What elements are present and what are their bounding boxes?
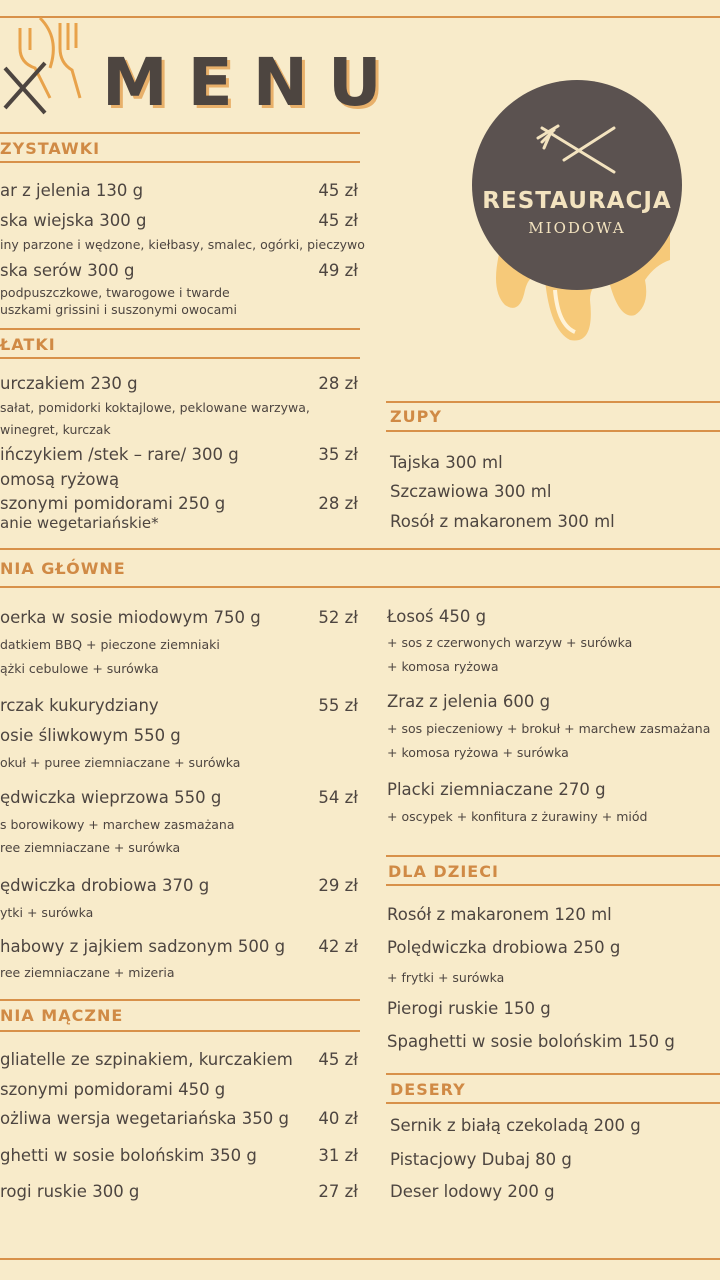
divider: [386, 430, 720, 432]
menu-item-desc: iny parzone i wędzone, kiełbasy, smalec, ogórki, pieczywo: [0, 237, 365, 252]
menu-item-price: 29 zł: [318, 876, 358, 895]
menu-item: Deser lodowy 200 g: [390, 1182, 555, 1201]
menu-item-desc: ree ziemniaczane + mizeria: [0, 965, 175, 980]
menu-item-desc: ree ziemniaczane + surówka: [0, 840, 181, 855]
menu-item-desc: anie wegetariańskie*: [0, 514, 159, 532]
section-title-zupy: ZUPY: [390, 407, 442, 426]
menu-item: ędwiczka wieprzowa 550 g: [0, 788, 222, 807]
menu-item: Tajska 300 ml: [390, 453, 503, 472]
menu-item-price: 45 zł: [318, 211, 358, 230]
menu-item: szonymi pomidorami 450 g: [0, 1080, 226, 1099]
menu-item-desc: ytki + surówka: [0, 905, 94, 920]
menu-item-price: 45 zł: [318, 181, 358, 200]
menu-item: ar z jelenia 130 g: [0, 181, 144, 200]
menu-item: Zraz z jelenia 600 g: [387, 692, 551, 711]
menu-item-desc: s borowikowy + marchew zasmażana: [0, 817, 235, 832]
menu-item: ędwiczka drobiowa 370 g: [0, 876, 210, 895]
menu-item-desc: + komosa ryżowa + surówka: [387, 745, 569, 760]
menu-item: Rosół z makaronem 120 ml: [387, 905, 612, 924]
menu-item-price: 54 zł: [318, 788, 358, 807]
menu-item: ska wiejska 300 g: [0, 211, 147, 230]
menu-item: ożliwa wersja wegetariańska 350 g: [0, 1109, 289, 1128]
divider: [386, 1102, 720, 1104]
restaurant-logo: [472, 80, 682, 290]
menu-item-price: 28 zł: [318, 374, 358, 393]
menu-item-price: 28 zł: [318, 494, 358, 513]
logo-subname: MIODOWA: [528, 219, 626, 237]
menu-item-desc: + komosa ryżowa: [387, 659, 499, 674]
menu-item-price: 40 zł: [318, 1109, 358, 1128]
menu-item-desc: datkiem BBQ + pieczone ziemniaki: [0, 637, 220, 652]
menu-item-desc: sałat, pomidorki koktajlowe, peklowane warzywa,: [0, 400, 310, 415]
menu-item: rogi ruskie 300 g: [0, 1182, 140, 1201]
menu-item-desc: ążki cebulowe + surówka: [0, 661, 159, 676]
menu-item-desc: + sos z czerwonych warzyw + surówka: [387, 635, 633, 650]
section-title-maczne: NIA MĄCZNE: [0, 1006, 124, 1025]
menu-item: Sernik z białą czekoladą 200 g: [390, 1116, 641, 1135]
menu-item-desc: + oscypek + konfitura z żurawiny + miód: [387, 809, 648, 824]
bottom-divider: [0, 1258, 720, 1260]
section-title-salatki: ŁATKI: [0, 335, 56, 354]
menu-item-price: 55 zł: [318, 696, 358, 715]
top-divider: [0, 16, 720, 18]
menu-item: oerka w sosie miodowym 750 g: [0, 608, 261, 627]
menu-item-price: 27 zł: [318, 1182, 358, 1201]
menu-item-desc: winegret, kurczak: [0, 422, 111, 437]
menu-item-price: 52 zł: [318, 608, 358, 627]
divider: [0, 357, 360, 359]
menu-item-price: 49 zł: [318, 261, 358, 280]
menu-item-price: 31 zł: [318, 1146, 358, 1165]
menu-item: omosą ryżową: [0, 470, 120, 489]
menu-item-desc: + sos pieczeniowy + brokuł + marchew zasmażana: [387, 721, 711, 736]
section-title-przystawki: ZYSTAWKI: [0, 139, 101, 158]
menu-item-desc: uszkami grissini i suszonymi owocami: [0, 302, 237, 317]
divider: [386, 1073, 720, 1075]
menu-item: Szczawiowa 300 ml: [390, 482, 552, 501]
divider: [386, 401, 720, 403]
divider: [0, 328, 360, 330]
divider: [0, 1030, 360, 1032]
menu-item: Polędwiczka drobiowa 250 g: [387, 938, 621, 957]
logo-name: RESTAURACJA: [482, 188, 672, 214]
menu-item: habowy z jajkiem sadzonym 500 g: [0, 937, 286, 956]
menu-item: Rosół z makaronem 300 ml: [390, 512, 615, 531]
section-title-dzieci: DLA DZIECI: [388, 862, 499, 881]
divider: [386, 884, 720, 886]
menu-item: osie śliwkowym 550 g: [0, 726, 181, 745]
menu-item-desc: okuł + puree ziemniaczane + surówka: [0, 755, 241, 770]
section-title-glowne: NIA GŁÓWNE: [0, 559, 126, 578]
section-title-desery: DESERY: [390, 1080, 466, 1099]
menu-item: urczakiem 230 g: [0, 374, 138, 393]
menu-item: Pistacjowy Dubaj 80 g: [390, 1150, 572, 1169]
menu-item: ghetti w sosie bolońskim 350 g: [0, 1146, 257, 1165]
divider: [0, 161, 360, 163]
menu-item: ińczykiem /stek – rare/ 300 g: [0, 445, 239, 464]
menu-item-desc: + frytki + surówka: [387, 970, 505, 985]
menu-item: Placki ziemniaczane 270 g: [387, 780, 606, 799]
divider: [386, 855, 720, 857]
menu-item: szonymi pomidorami 250 g: [0, 494, 226, 513]
menu-item: ska serów 300 g: [0, 261, 135, 280]
menu-item: Łosoś 450 g: [387, 607, 487, 626]
menu-item: rczak kukurydziany: [0, 696, 159, 715]
menu-title: MENU: [102, 44, 402, 121]
menu-item-price: 45 zł: [318, 1050, 358, 1069]
menu-item-price: 42 zł: [318, 937, 358, 956]
menu-item: gliatelle ze szpinakiem, kurczakiem: [0, 1050, 293, 1069]
divider: [0, 132, 360, 134]
menu-item-desc: podpuszczkowe, twarogowe i twarde: [0, 285, 230, 300]
cutlery-icon: [0, 8, 90, 118]
logo-cutlery-icon: [534, 120, 624, 180]
menu-item: Pierogi ruskie 150 g: [387, 999, 551, 1018]
divider: [0, 548, 720, 550]
menu-item: Spaghetti w sosie bolońskim 150 g: [387, 1032, 675, 1051]
divider: [0, 999, 360, 1001]
menu-item-price: 35 zł: [318, 445, 358, 464]
divider: [0, 586, 720, 588]
